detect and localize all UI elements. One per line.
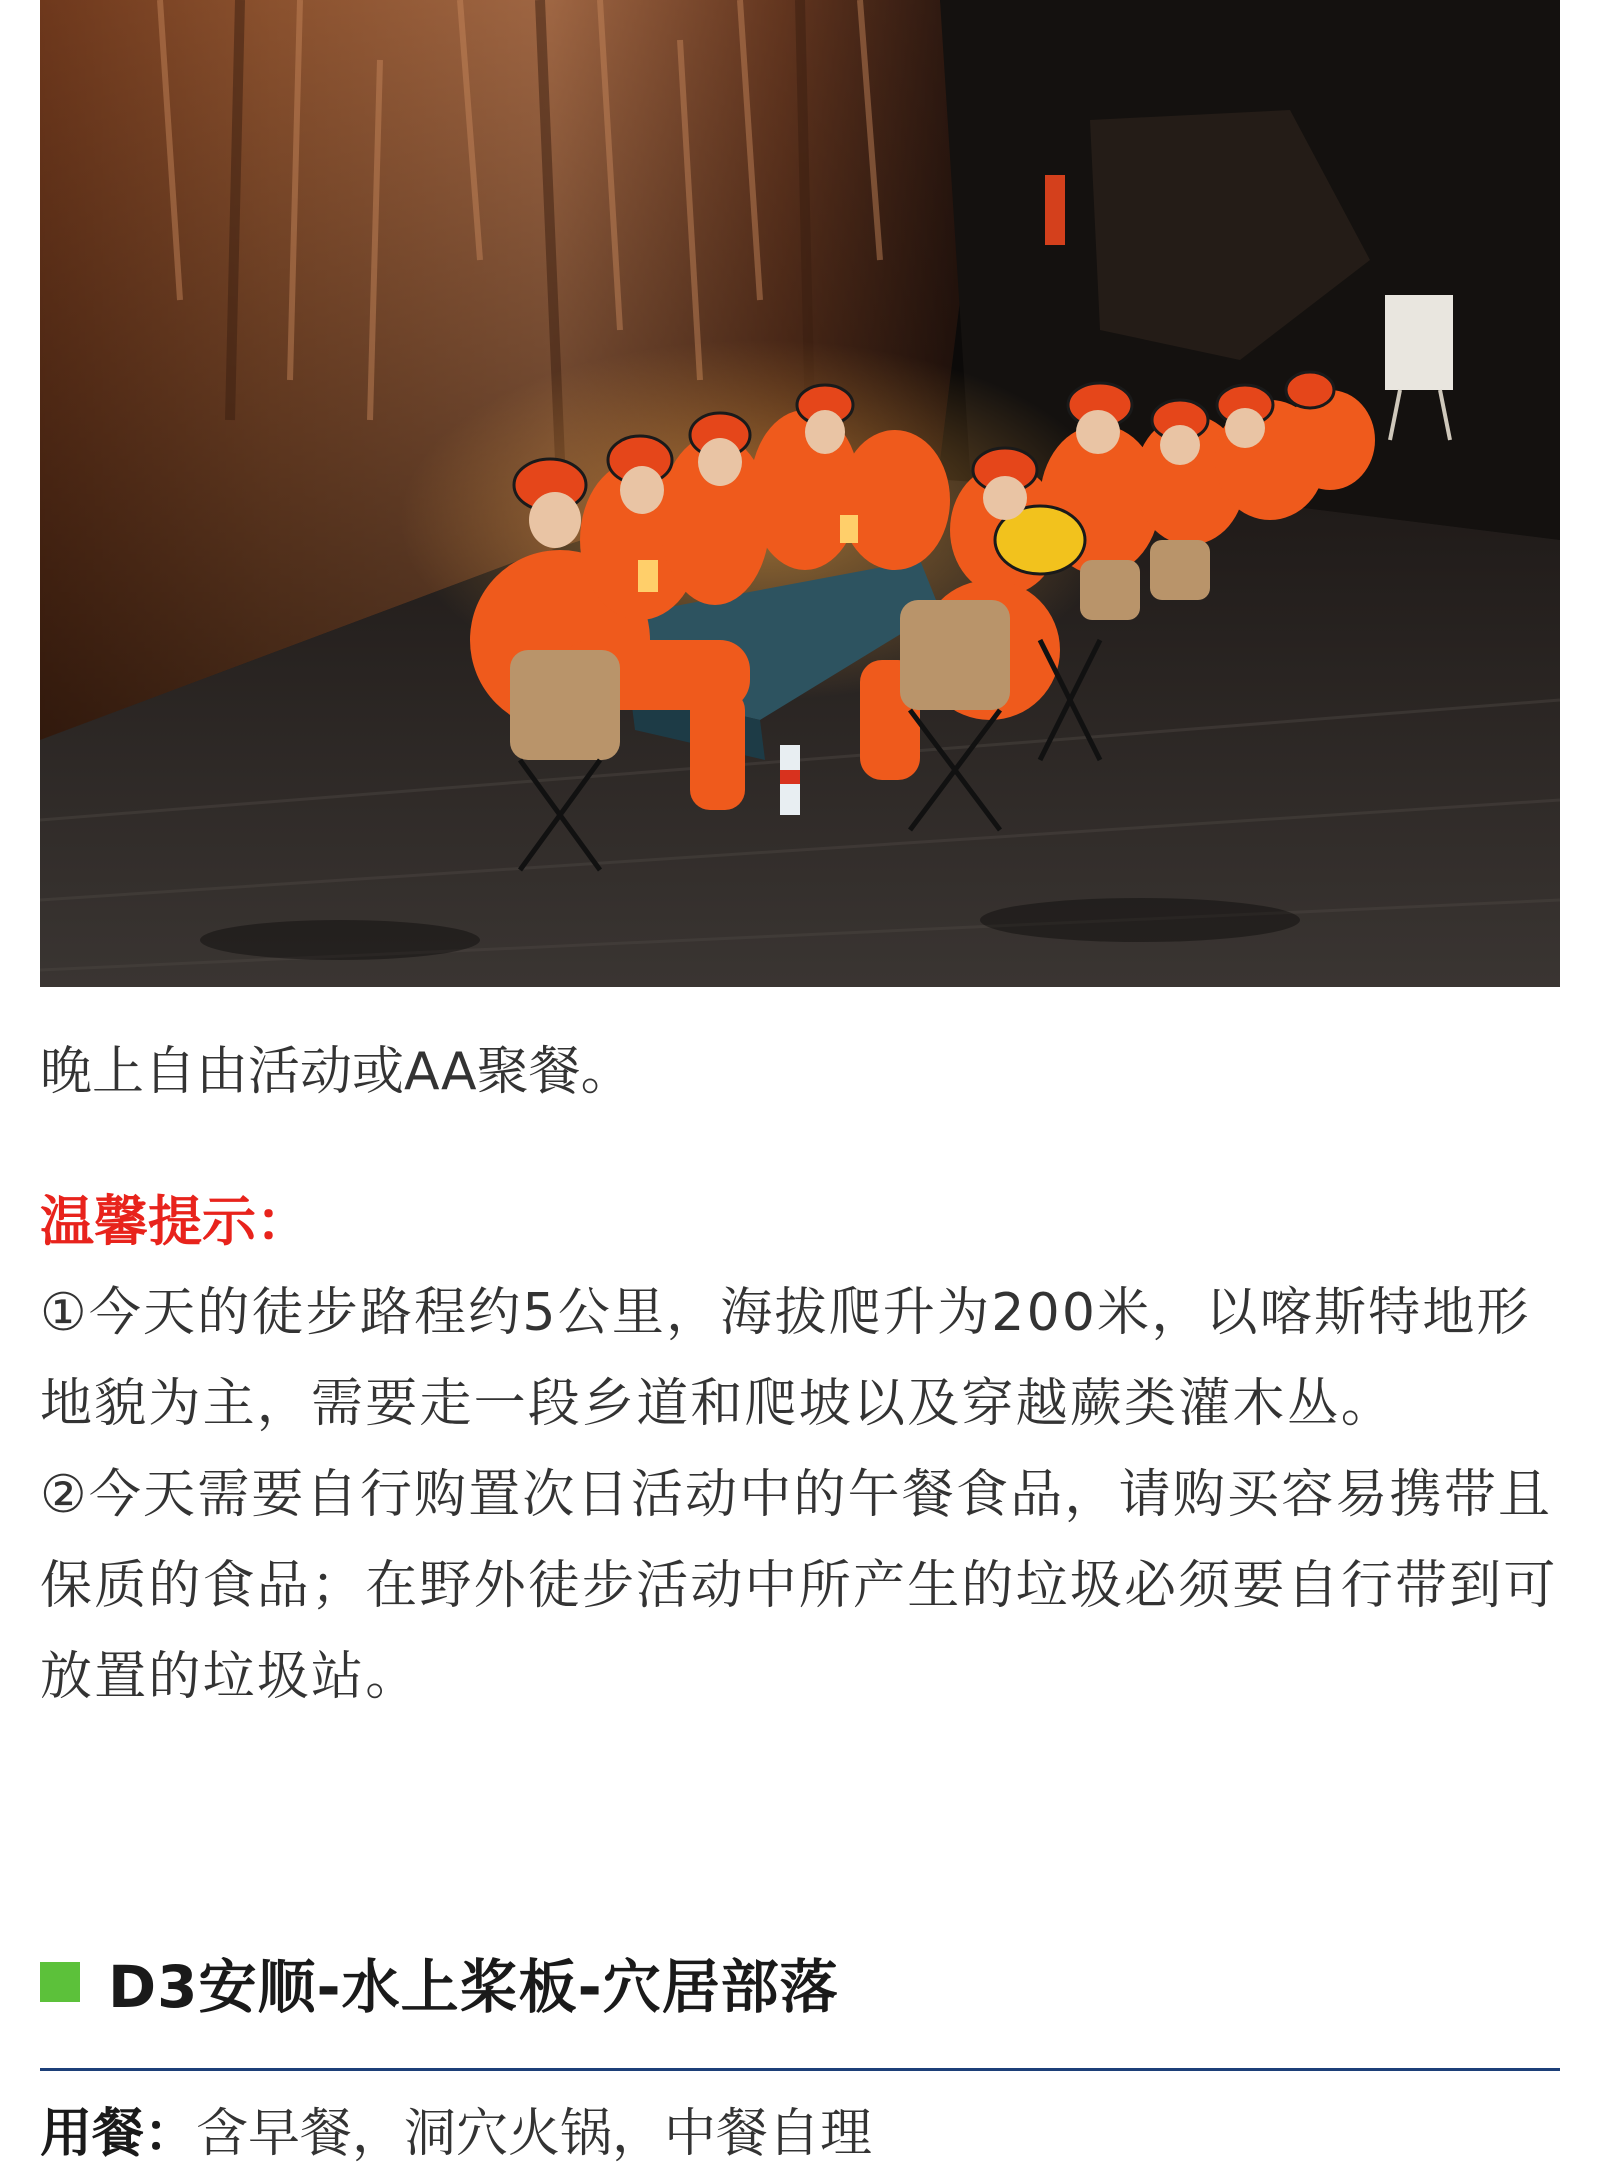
day3-section-title: D3安顺-水上桨板-穴居部落 (108, 1953, 839, 2021)
tips-title: 温馨提示： (40, 1190, 310, 1253)
cave-dinner-photo-icon (40, 0, 1560, 987)
section-marker-icon (40, 1962, 80, 2002)
meals-value: 含早餐，洞穴火锅，中餐自理 (196, 2104, 873, 2164)
cave-dinner-photo (40, 0, 1560, 987)
section-divider (40, 2068, 1560, 2071)
day3-section-header (40, 1945, 839, 2019)
evening-activity-text: 晚上自由活动或AA聚餐。 (40, 1042, 633, 1102)
meals-label: 用餐： (40, 2104, 197, 2164)
tip-item-lunch-and-trash: ②今天需要自行购置次日活动中的午餐食品，请购买容易携带且保质的食品；在野外徒步活动中所产生的垃圾必须要自行带到可放置的垃圾站。 (40, 1465, 1558, 1707)
tip-item-hiking-info: ①今天的徒步路程约5公里，海拔爬升为200米，以喀斯特地形地貌为主，需要走一段乡道和爬坡以及穿越蕨类灌木丛。 (40, 1283, 1531, 1434)
meals-line (40, 2094, 872, 2174)
tips-list (40, 1268, 1560, 1723)
